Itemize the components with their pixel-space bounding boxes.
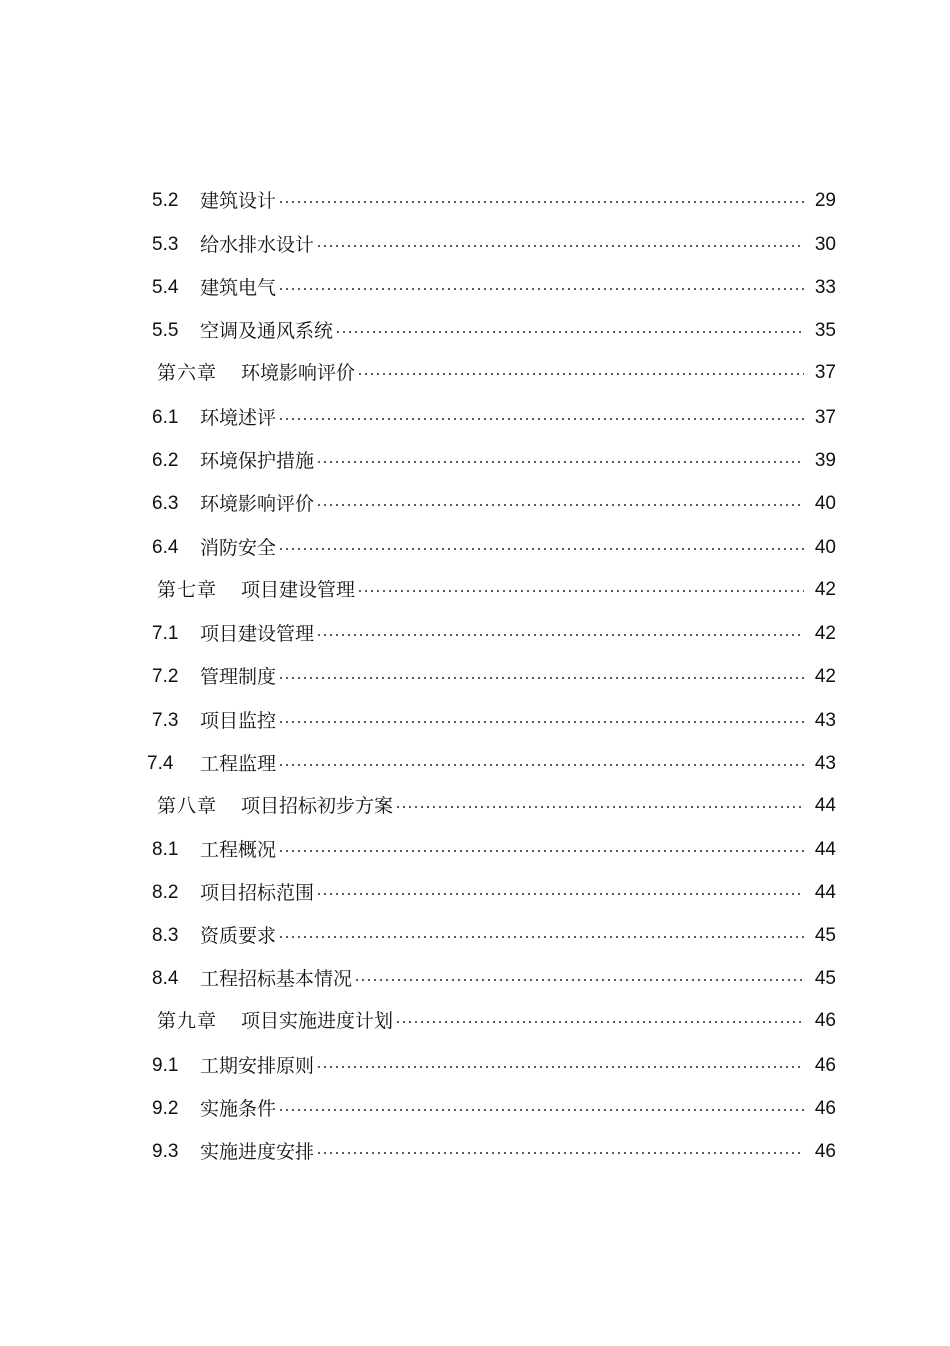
- dot-leader: [354, 979, 804, 981]
- toc-entry-number: 9.1: [152, 1055, 179, 1076]
- toc-entry-number: 9.3: [152, 1141, 179, 1162]
- toc-chapter-number: 第六章: [157, 362, 218, 384]
- toc-entry[interactable]: [152, 402, 836, 434]
- toc-chapter-number: 第八章: [157, 795, 218, 817]
- toc-entry-number: 6.3: [152, 493, 179, 514]
- toc-chapter-entry[interactable]: [157, 574, 836, 606]
- dot-leader: [316, 504, 804, 506]
- dot-leader: [316, 634, 804, 636]
- toc-entry-title: 环境影响评价: [241, 362, 356, 384]
- toc-entry[interactable]: [152, 877, 836, 909]
- dot-leader: [278, 850, 804, 852]
- toc-entry[interactable]: [152, 1093, 836, 1125]
- toc-entry[interactable]: [152, 532, 836, 564]
- toc-entry-page: 44: [814, 839, 836, 860]
- toc-entry[interactable]: [152, 661, 836, 693]
- toc-entry-number: 8.1: [152, 839, 179, 860]
- toc-entry-page: 44: [814, 882, 836, 903]
- toc-entry-page: 46: [814, 1010, 836, 1031]
- dot-leader: [278, 418, 804, 420]
- toc-entry-page: 46: [814, 1055, 836, 1076]
- toc-entry-page: 44: [814, 795, 836, 816]
- toc-entry[interactable]: [152, 488, 836, 520]
- toc-entry-title: 管理制度: [200, 666, 277, 688]
- toc-entry-number: 6.4: [152, 537, 179, 558]
- toc-entry-number: 5.5: [152, 320, 179, 341]
- dot-leader: [316, 245, 804, 247]
- toc-entry[interactable]: [152, 920, 836, 952]
- toc-entry-title: 工期安排原则: [200, 1055, 315, 1077]
- dot-leader: [278, 764, 804, 766]
- toc-entry-page: 42: [814, 579, 836, 600]
- toc-entry-title: 环境保护措施: [200, 450, 315, 472]
- dot-leader: [316, 461, 804, 463]
- dot-leader: [316, 893, 804, 895]
- toc-entry-title: 项目监控: [200, 710, 277, 732]
- dot-leader: [316, 1152, 804, 1154]
- toc-entry-page: 46: [814, 1098, 836, 1119]
- toc-entry-page: 33: [814, 277, 836, 298]
- dot-leader: [395, 806, 804, 808]
- toc-entry-number: 7.2: [152, 666, 179, 687]
- dot-leader: [278, 548, 804, 550]
- toc-entry-page: 35: [814, 320, 836, 341]
- toc-chapter-number: 第七章: [157, 579, 218, 601]
- toc-entry-title: 实施进度安排: [200, 1141, 315, 1163]
- toc-entry-number: 8.2: [152, 882, 179, 903]
- toc-entry-title: 项目建设管理: [200, 623, 315, 645]
- toc-entry-number: 5.3: [152, 234, 179, 255]
- toc-entry[interactable]: [152, 618, 836, 650]
- toc-entry[interactable]: [152, 315, 836, 347]
- toc-entry-title: 实施条件: [200, 1098, 277, 1120]
- toc-entry-page: 29: [814, 190, 836, 211]
- toc-entry-page: 40: [814, 493, 836, 514]
- toc-entry-page: 42: [814, 623, 836, 644]
- toc-entry-number: 6.2: [152, 450, 179, 471]
- toc-entry-title: 项目招标初步方案: [241, 795, 394, 817]
- toc-entry[interactable]: [152, 705, 836, 737]
- dot-leader: [357, 373, 804, 375]
- toc-entry-title: 工程监理: [200, 753, 277, 775]
- dot-leader: [278, 936, 804, 938]
- toc-entry-number: 7.1: [152, 623, 179, 644]
- toc-entry[interactable]: [152, 229, 836, 261]
- toc-entry[interactable]: [147, 748, 836, 780]
- toc-entry-page: 30: [814, 234, 836, 255]
- toc-entry[interactable]: [152, 1136, 836, 1168]
- toc-entry-number: 8.4: [152, 968, 179, 989]
- toc-chapter-number: 第九章: [157, 1010, 218, 1032]
- toc-entry-page: 43: [814, 710, 836, 731]
- toc-entry-page: 46: [814, 1141, 836, 1162]
- toc-entry-title: 空调及通风系统: [200, 320, 334, 342]
- toc-entry-title: 资质要求: [200, 925, 277, 947]
- dot-leader: [278, 288, 804, 290]
- toc-entry-title: 项目建设管理: [241, 579, 356, 601]
- dot-leader: [278, 1109, 804, 1111]
- toc-entry-title: 项目实施进度计划: [241, 1010, 394, 1032]
- toc-entry[interactable]: [152, 834, 836, 866]
- toc-chapter-entry[interactable]: [157, 790, 836, 822]
- toc-entry-title: 环境述评: [200, 407, 277, 429]
- toc-entry-page: 37: [814, 407, 836, 428]
- toc-entry-number: 9.2: [152, 1098, 179, 1119]
- dot-leader: [316, 1066, 804, 1068]
- toc-entry-number: 7.4: [147, 753, 174, 774]
- toc-entry[interactable]: [152, 963, 836, 995]
- toc-entry-title: 工程招标基本情况: [200, 968, 353, 990]
- toc-entry-number: 8.3: [152, 925, 179, 946]
- toc-entry-number: 5.2: [152, 190, 179, 211]
- toc-entry-title: 建筑电气: [200, 277, 277, 299]
- toc-entry-page: 40: [814, 537, 836, 558]
- toc-entry-number: 7.3: [152, 710, 179, 731]
- toc-entry[interactable]: [152, 185, 836, 217]
- toc-chapter-entry[interactable]: [157, 357, 836, 389]
- toc-entry-page: 42: [814, 666, 836, 687]
- toc-entry-title: 工程概况: [200, 839, 277, 861]
- toc-entry-title: 给水排水设计: [200, 234, 315, 256]
- toc-entry-page: 37: [814, 362, 836, 383]
- toc-entry-page: 45: [814, 968, 836, 989]
- dot-leader: [357, 590, 804, 592]
- toc-entry-number: 5.4: [152, 277, 179, 298]
- toc-entry-page: 43: [814, 753, 836, 774]
- dot-leader: [278, 201, 804, 203]
- toc-entry[interactable]: [152, 1050, 836, 1082]
- toc-entry-title: 消防安全: [200, 537, 277, 559]
- dot-leader: [335, 331, 804, 333]
- toc-entry[interactable]: [152, 272, 836, 304]
- toc-chapter-entry[interactable]: [157, 1005, 836, 1037]
- toc-entry-title: 环境影响评价: [200, 493, 315, 515]
- toc-entry-title: 项目招标范围: [200, 882, 315, 904]
- toc-entry-number: 6.1: [152, 407, 179, 428]
- toc-entry-page: 39: [814, 450, 836, 471]
- toc-entry[interactable]: [152, 445, 836, 477]
- dot-leader: [395, 1021, 804, 1023]
- toc-entry-title: 建筑设计: [200, 190, 277, 212]
- dot-leader: [278, 677, 804, 679]
- dot-leader: [278, 721, 804, 723]
- toc-entry-page: 45: [814, 925, 836, 946]
